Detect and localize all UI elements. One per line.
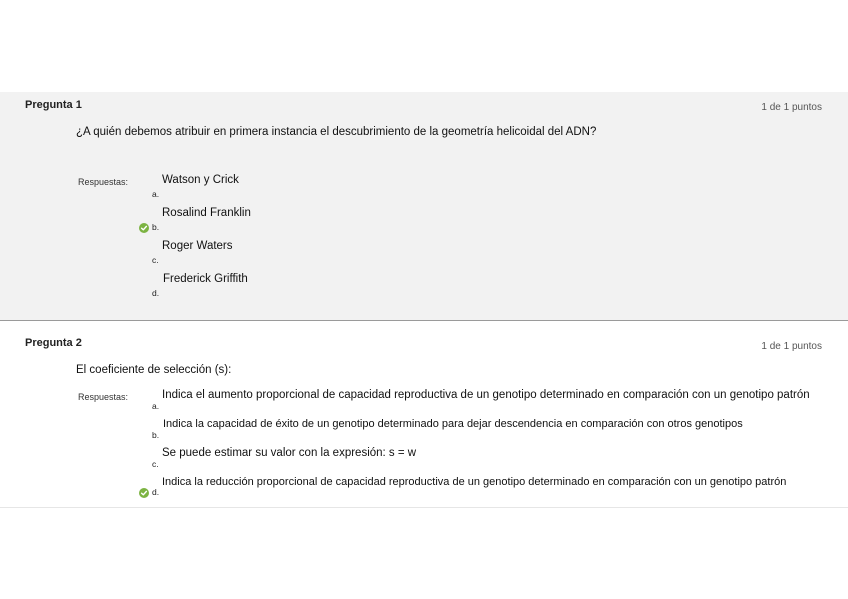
question-2-title: Pregunta 2 <box>25 337 82 349</box>
answer-text: Indica el aumento proporcional de capacidad reproductiva de un genotipo determinado en comparación con un genotipo patrón <box>162 389 810 401</box>
question-1-title: Pregunta 1 <box>25 99 82 111</box>
answer-letter: a. <box>152 401 160 411</box>
answer-text: Frederick Griffith <box>163 273 248 285</box>
question-2-text: El coeficiente de selección (s): <box>76 364 232 376</box>
answer-letter: c. <box>152 459 159 469</box>
answer-letter: b. <box>152 430 160 440</box>
answer-text: Indica la capacidad de éxito de un genotipo determinado para dejar descendencia en comparación con otros genotipos <box>163 418 743 430</box>
question-1-text: ¿A quién debemos atribuir en primera instancia el descubrimiento de la geometría helicoidal del ADN? <box>76 126 597 138</box>
correct-check-icon <box>139 488 149 498</box>
answer-text: Indica la reducción proporcional de capacidad reproductiva de un genotipo determinado en comparación con un genotipo patrón <box>162 476 787 488</box>
answer-letter: d. <box>152 288 160 298</box>
answer-letter: c. <box>152 255 159 265</box>
answer-text: Roger Waters <box>162 240 233 252</box>
question-1-points: 1 de 1 puntos <box>761 102 822 113</box>
question-1-answers-label: Respuestas: <box>78 177 129 187</box>
answer-text: Rosalind Franklin <box>162 207 251 219</box>
answer-letter: b. <box>152 222 160 232</box>
question-2-answers-label: Respuestas: <box>78 392 129 402</box>
correct-check-icon <box>139 223 149 233</box>
question-2-points: 1 de 1 puntos <box>761 341 822 352</box>
answer-text: Se puede estimar su valor con la expresión: s = w <box>162 447 417 459</box>
question-1-panel <box>0 92 848 321</box>
answer-text: Watson y Crick <box>162 174 239 186</box>
question-2-panel <box>0 321 848 508</box>
answer-letter: d. <box>152 487 160 497</box>
answer-letter: a. <box>152 189 160 199</box>
